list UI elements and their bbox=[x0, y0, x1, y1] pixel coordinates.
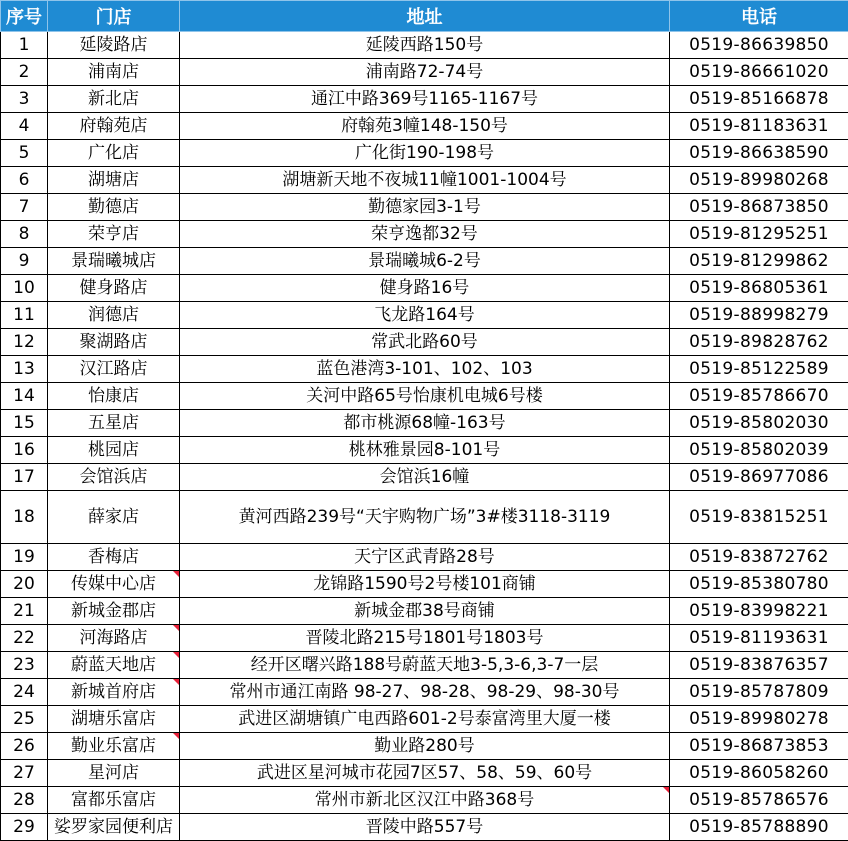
phone-cell[interactable]: 0519-85786670 bbox=[670, 383, 848, 410]
header-phone[interactable]: 电话 bbox=[670, 1, 848, 32]
table-row bbox=[1, 140, 848, 167]
number-cell[interactable]: 27 bbox=[1, 760, 48, 787]
number-cell[interactable]: 28 bbox=[1, 787, 48, 814]
phone-cell[interactable]: 0519-85122589 bbox=[670, 356, 848, 383]
table-row bbox=[1, 194, 848, 221]
store-cell[interactable]: 怡康店 bbox=[48, 383, 180, 410]
address-cell[interactable]: 府翰苑3幢148-150号 bbox=[180, 113, 670, 140]
phone-cell[interactable]: 0519-86638590 bbox=[670, 140, 848, 167]
address-cell[interactable]: 浦南路72-74号 bbox=[180, 59, 670, 86]
address-cell[interactable]: 龙锦路1590号2号楼101商铺 bbox=[180, 571, 670, 598]
table-row bbox=[1, 598, 848, 625]
address-cell[interactable]: 勤德家园3-1号 bbox=[180, 194, 670, 221]
table-row bbox=[1, 544, 848, 571]
table-row bbox=[1, 59, 848, 86]
number-cell[interactable]: 1 bbox=[1, 32, 48, 59]
phone-cell[interactable]: 0519-85788890 bbox=[670, 814, 848, 841]
number-cell[interactable]: 13 bbox=[1, 356, 48, 383]
store-cell[interactable]: 桃园店 bbox=[48, 437, 180, 464]
table-row bbox=[1, 410, 848, 437]
store-cell[interactable]: 浦南店 bbox=[48, 59, 180, 86]
address-cell[interactable]: 景瑞曦城6-2号 bbox=[180, 248, 670, 275]
number-cell[interactable]: 11 bbox=[1, 302, 48, 329]
store-cell[interactable]: 聚湖路店 bbox=[48, 329, 180, 356]
table-row bbox=[1, 86, 848, 113]
number-cell[interactable]: 20 bbox=[1, 571, 48, 598]
phone-cell[interactable]: 0519-81295251 bbox=[670, 221, 848, 248]
store-cell[interactable]: 府翰苑店 bbox=[48, 113, 180, 140]
number-cell[interactable]: 4 bbox=[1, 113, 48, 140]
table-row bbox=[1, 383, 848, 410]
table-row bbox=[1, 302, 848, 329]
store-cell[interactable]: 景瑞曦城店 bbox=[48, 248, 180, 275]
phone-cell[interactable]: 0519-86058260 bbox=[670, 760, 848, 787]
store-cell[interactable]: 勤德店 bbox=[48, 194, 180, 221]
table-row bbox=[1, 491, 848, 544]
phone-cell[interactable]: 0519-83872762 bbox=[670, 544, 848, 571]
table-row bbox=[1, 814, 848, 841]
number-cell[interactable]: 29 bbox=[1, 814, 48, 841]
address-cell[interactable]: 常武北路60号 bbox=[180, 329, 670, 356]
header-number[interactable]: 序号 bbox=[1, 1, 48, 32]
address-cell[interactable]: 健身路16号 bbox=[180, 275, 670, 302]
address-cell[interactable]: 蓝色港湾3-101、102、103 bbox=[180, 356, 670, 383]
address-cell[interactable]: 通江中路369号1165-1167号 bbox=[180, 86, 670, 113]
table-row bbox=[1, 32, 848, 59]
phone-cell[interactable]: 0519-85787809 bbox=[670, 679, 848, 706]
store-cell[interactable]: 新城首府店 bbox=[48, 679, 180, 706]
address-cell[interactable]: 武进区星河城市花园7区57、58、59、60号 bbox=[180, 760, 670, 787]
address-cell[interactable]: 荣亨逸都32号 bbox=[180, 221, 670, 248]
address-cell[interactable]: 延陵西路150号 bbox=[180, 32, 670, 59]
number-cell[interactable]: 17 bbox=[1, 464, 48, 491]
store-cell[interactable]: 娑罗家园便利店 bbox=[48, 814, 180, 841]
phone-cell[interactable]: 0519-81299862 bbox=[670, 248, 848, 275]
phone-cell[interactable]: 0519-83815251 bbox=[670, 491, 848, 544]
phone-cell[interactable]: 0519-85166878 bbox=[670, 86, 848, 113]
store-cell[interactable]: 新北店 bbox=[48, 86, 180, 113]
number-cell[interactable]: 10 bbox=[1, 275, 48, 302]
header-address[interactable]: 地址 bbox=[180, 1, 670, 32]
phone-cell[interactable]: 0519-86805361 bbox=[670, 275, 848, 302]
number-cell[interactable]: 16 bbox=[1, 437, 48, 464]
address-cell[interactable]: 武进区湖塘镇广电西路601-2号泰富湾里大厦一楼 bbox=[180, 706, 670, 733]
address-cell[interactable]: 黄河西路239号“天宇购物广场”3#楼3118-3119 bbox=[180, 491, 670, 544]
number-cell[interactable]: 3 bbox=[1, 86, 48, 113]
store-cell[interactable]: 蔚蓝天地店 bbox=[48, 652, 180, 679]
phone-cell[interactable]: 0519-81193631 bbox=[670, 625, 848, 652]
table-row bbox=[1, 787, 848, 814]
phone-cell[interactable]: 0519-86661020 bbox=[670, 59, 848, 86]
table-row bbox=[1, 248, 848, 275]
address-cell[interactable]: 桃林雅景园8-101号 bbox=[180, 437, 670, 464]
table-row bbox=[1, 625, 848, 652]
store-cell[interactable]: 会馆浜店 bbox=[48, 464, 180, 491]
address-cell[interactable]: 天宁区武青路28号 bbox=[180, 544, 670, 571]
phone-cell[interactable]: 0519-83998221 bbox=[670, 598, 848, 625]
table-row bbox=[1, 113, 848, 140]
address-cell[interactable]: 湖塘新天地不夜城11幢1001-1004号 bbox=[180, 167, 670, 194]
phone-cell[interactable]: 0519-81183631 bbox=[670, 113, 848, 140]
number-cell[interactable]: 21 bbox=[1, 598, 48, 625]
store-cell[interactable]: 富都乐富店 bbox=[48, 787, 180, 814]
phone-cell[interactable]: 0519-85802039 bbox=[670, 437, 848, 464]
table-row bbox=[1, 329, 848, 356]
phone-cell[interactable]: 0519-85786576 bbox=[670, 787, 848, 814]
phone-cell[interactable]: 0519-85802030 bbox=[670, 410, 848, 437]
number-cell[interactable]: 14 bbox=[1, 383, 48, 410]
number-cell[interactable]: 26 bbox=[1, 733, 48, 760]
phone-cell[interactable]: 0519-85380780 bbox=[670, 571, 848, 598]
store-cell[interactable]: 星河店 bbox=[48, 760, 180, 787]
store-cell[interactable]: 延陵路店 bbox=[48, 32, 180, 59]
address-cell[interactable]: 晋陵北路215号1801号1803号 bbox=[180, 625, 670, 652]
store-cell[interactable]: 勤业乐富店 bbox=[48, 733, 180, 760]
address-cell[interactable]: 都市桃源68幢-163号 bbox=[180, 410, 670, 437]
number-cell[interactable]: 25 bbox=[1, 706, 48, 733]
store-cell[interactable]: 广化店 bbox=[48, 140, 180, 167]
phone-cell[interactable]: 0519-88998279 bbox=[670, 302, 848, 329]
number-cell[interactable]: 5 bbox=[1, 140, 48, 167]
table-row bbox=[1, 571, 848, 598]
phone-cell[interactable]: 0519-89828762 bbox=[670, 329, 848, 356]
store-cell[interactable]: 新城金郡店 bbox=[48, 598, 180, 625]
table-row bbox=[1, 464, 848, 491]
table-row bbox=[1, 275, 848, 302]
table-row bbox=[1, 356, 848, 383]
number-cell[interactable]: 8 bbox=[1, 221, 48, 248]
header-store[interactable]: 门店 bbox=[48, 1, 180, 32]
phone-cell[interactable]: 0519-86977086 bbox=[670, 464, 848, 491]
address-cell[interactable]: 常州市通江南路 98-27、98-28、98-29、98-30号 bbox=[180, 679, 670, 706]
phone-cell[interactable]: 0519-86873853 bbox=[670, 733, 848, 760]
address-cell[interactable]: 会馆浜16幢 bbox=[180, 464, 670, 491]
store-cell[interactable]: 汉江路店 bbox=[48, 356, 180, 383]
number-cell[interactable]: 12 bbox=[1, 329, 48, 356]
store-cell[interactable]: 薛家店 bbox=[48, 491, 180, 544]
address-cell[interactable]: 飞龙路164号 bbox=[180, 302, 670, 329]
table-row bbox=[1, 733, 848, 760]
number-cell[interactable]: 6 bbox=[1, 167, 48, 194]
store-cell[interactable]: 传媒中心店 bbox=[48, 571, 180, 598]
number-cell[interactable]: 22 bbox=[1, 625, 48, 652]
table-row bbox=[1, 760, 848, 787]
address-cell[interactable]: 晋陵中路557号 bbox=[180, 814, 670, 841]
address-cell[interactable]: 广化街190-198号 bbox=[180, 140, 670, 167]
store-cell[interactable]: 五星店 bbox=[48, 410, 180, 437]
number-cell[interactable]: 24 bbox=[1, 679, 48, 706]
phone-cell[interactable]: 0519-86639850 bbox=[670, 32, 848, 59]
number-cell[interactable]: 19 bbox=[1, 544, 48, 571]
address-cell[interactable]: 经开区曙兴路188号蔚蓝天地3-5,3-6,3-7一层 bbox=[180, 652, 670, 679]
store-cell[interactable]: 香梅店 bbox=[48, 544, 180, 571]
store-cell[interactable]: 河海路店 bbox=[48, 625, 180, 652]
table-row bbox=[1, 437, 848, 464]
phone-cell[interactable]: 0519-83876357 bbox=[670, 652, 848, 679]
address-cell[interactable]: 常州市新北区汉江中路368号 bbox=[180, 787, 670, 814]
table-row bbox=[1, 221, 848, 248]
address-cell[interactable]: 新城金郡38号商铺 bbox=[180, 598, 670, 625]
table-row bbox=[1, 679, 848, 706]
number-cell[interactable]: 2 bbox=[1, 59, 48, 86]
phone-cell[interactable]: 0519-86873850 bbox=[670, 194, 848, 221]
table-row bbox=[1, 652, 848, 679]
store-cell[interactable]: 健身路店 bbox=[48, 275, 180, 302]
store-cell[interactable]: 湖塘店 bbox=[48, 167, 180, 194]
phone-cell[interactable]: 0519-89980268 bbox=[670, 167, 848, 194]
store-cell[interactable]: 荣亨店 bbox=[48, 221, 180, 248]
table-row bbox=[1, 706, 848, 733]
number-cell[interactable]: 18 bbox=[1, 491, 48, 544]
phone-cell[interactable]: 0519-89980278 bbox=[670, 706, 848, 733]
number-cell[interactable]: 15 bbox=[1, 410, 48, 437]
header-row bbox=[1, 1, 848, 32]
address-cell[interactable]: 勤业路280号 bbox=[180, 733, 670, 760]
table-body bbox=[1, 32, 848, 841]
number-cell[interactable]: 23 bbox=[1, 652, 48, 679]
number-cell[interactable]: 7 bbox=[1, 194, 48, 221]
table-row bbox=[1, 167, 848, 194]
address-cell[interactable]: 关河中路65号怡康机电城6号楼 bbox=[180, 383, 670, 410]
store-cell[interactable]: 湖塘乐富店 bbox=[48, 706, 180, 733]
number-cell[interactable]: 9 bbox=[1, 248, 48, 275]
store-cell[interactable]: 润德店 bbox=[48, 302, 180, 329]
